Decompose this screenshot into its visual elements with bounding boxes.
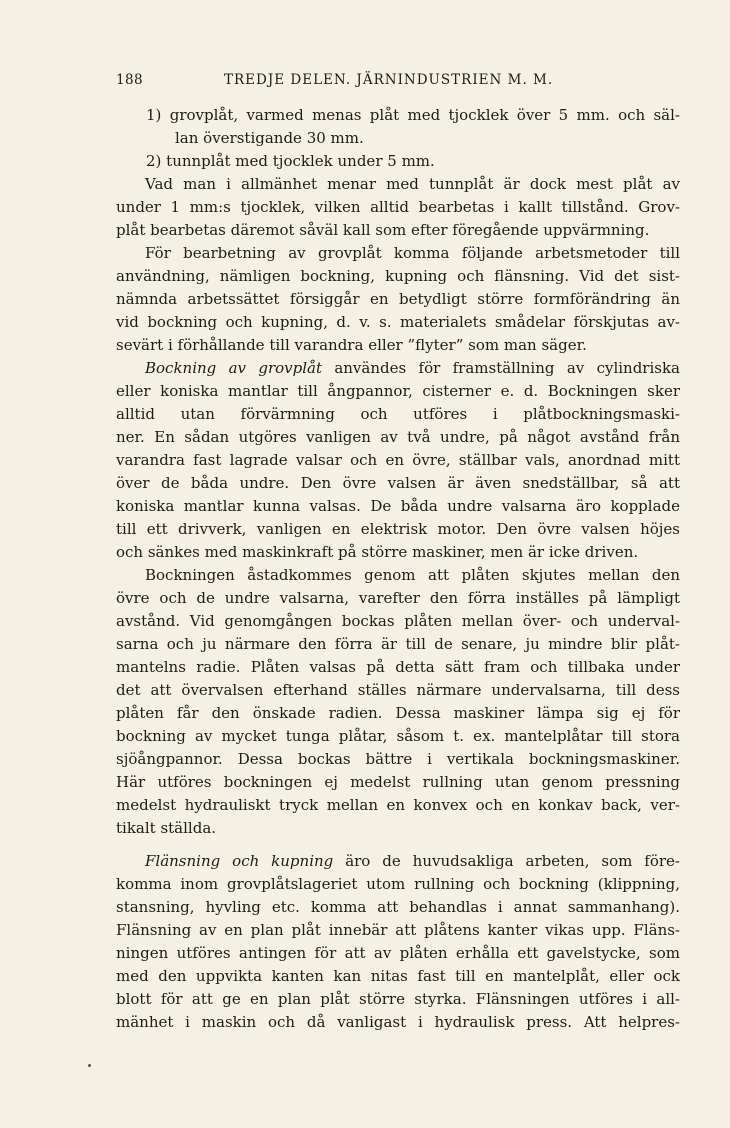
text-line: med den uppvikta kanten kan nitas fast till en mantelplåt, eller ock xyxy=(116,967,680,985)
text-line: Flänsning av en plan plåt innebär att plåtens kanter vikas upp. Fläns- xyxy=(116,921,680,939)
text-line: över de båda undre. Den övre valsen är även snedställbar, så att xyxy=(116,474,680,492)
text-line: medelst hydrauliskt tryck mellan en konvex och en konkav back, ver- xyxy=(116,796,680,814)
text-line: ner. En sådan utgöres vanligen av två undre, på något avstånd från xyxy=(116,428,680,446)
body-text xyxy=(116,104,680,1034)
text-line: Flänsning och kupning äro de huvudsakliga arbeten, som före- xyxy=(145,852,680,870)
italic-heading: Flänsning och kupning xyxy=(145,852,334,870)
text-line: För bearbetning av grovplåt komma följande arbetsmetoder till xyxy=(145,244,680,262)
text-line: Här utföres bockningen ej medelst rullning utan genom pressning xyxy=(116,773,680,791)
text-line: plåten får den önskade radien. Dessa maskiner lämpa sig ej för xyxy=(116,704,680,722)
text-line: alltid utan förvärmning och utföres i plåtbockningsmaski- xyxy=(116,405,680,423)
text-line: sarna och ju närmare den förra är till de senare, ju mindre blir plåt- xyxy=(116,635,680,653)
text-line: bockning av mycket tunga plåtar, såsom t. ex. mantelplåtar till stora xyxy=(116,727,680,745)
page-number: 188 xyxy=(116,72,143,88)
text-line: eller koniska mantlar till ångpannor, cisterner e. d. Bockningen sker xyxy=(116,382,680,400)
text-line: blott för att ge en plan plåt större styrka. Flänsningen utföres i all- xyxy=(116,990,680,1008)
text-line: nämnda arbetssättet försiggår en betydligt större formförändring än xyxy=(116,290,680,308)
text-line: sjöångpannor. Dessa bockas bättre i vertikala bockningsmaskiner. xyxy=(116,750,680,768)
page-speck xyxy=(88,1064,91,1067)
text-line: det att övervalsen efterhand ställes närmare undervalsarna, till dess xyxy=(116,681,680,699)
text-line: övre och de undre valsarna, varefter den förra inställes på lämpligt xyxy=(116,589,680,607)
text-line: sevärt i förhållande till varandra eller ”flyter” som man säger. xyxy=(116,336,587,354)
text-line: plåt bearbetas däremot såväl kall som efter föregående uppvärmning. xyxy=(116,221,650,239)
text-line: till ett drivverk, vanligen en elektrisk motor. Den övre valsen höjes xyxy=(116,520,680,538)
text-line: användning, nämligen bockning, kupning och flänsning. Vid det sist- xyxy=(116,267,680,285)
text-line: Bockning av grovplåt användes för framställning av cylindriska xyxy=(145,359,680,377)
text-line: mantelns radie. Plåten valsas på detta sätt fram och tillbaka under xyxy=(116,658,680,676)
text-line: under 1 mm:s tjocklek, vilken alltid bearbetas i kallt tillstånd. Grov- xyxy=(116,198,680,216)
text-line: Vad man i allmänhet menar med tunnplåt är dock mest plåt av xyxy=(145,175,680,193)
text-line: vid bockning och kupning, d. v. s. materialets smådelar förskjutas av- xyxy=(116,313,680,331)
text-line: stansning, hyvling etc. komma att behandlas i annat sammanhang). xyxy=(116,898,680,916)
text-line: tikalt ställda. xyxy=(116,819,217,837)
text-line: Bockningen åstadkommes genom att plåten skjutes mellan den xyxy=(145,566,680,584)
text-line: ningen utföres antingen för att av plåten erhålla ett gavelstycke, som xyxy=(116,944,680,962)
text-line: varandra fast lagrade valsar och en övre, ställbar vals, anordnad mitt xyxy=(116,451,680,469)
text-line: lan överstigande 30 mm. xyxy=(175,129,364,147)
running-title: TREDJE DELEN. JÄRNINDUSTRIEN M. M. xyxy=(224,72,554,88)
italic-heading: Bockning av grovplåt xyxy=(145,359,322,377)
text-line: avstånd. Vid genomgången bockas plåten mellan över- och underval- xyxy=(116,612,680,630)
text-line: och sänkes med maskinkraft på större maskiner, men är icke driven. xyxy=(116,543,639,561)
text-line: koniska mantlar kunna valsas. De båda undre valsarna äro kopplade xyxy=(116,497,680,515)
text-line: 2) tunnplåt med tjocklek under 5 mm. xyxy=(146,152,435,170)
text-line: mänhet i maskin och då vanligast i hydraulisk press. Att helpres- xyxy=(116,1013,680,1031)
text-line: komma inom grovplåtslageriet utom rullning och bockning (klippning, xyxy=(116,875,680,893)
text-line: 1) grovplåt, varmed menas plåt med tjocklek över 5 mm. och säl- xyxy=(146,106,680,124)
